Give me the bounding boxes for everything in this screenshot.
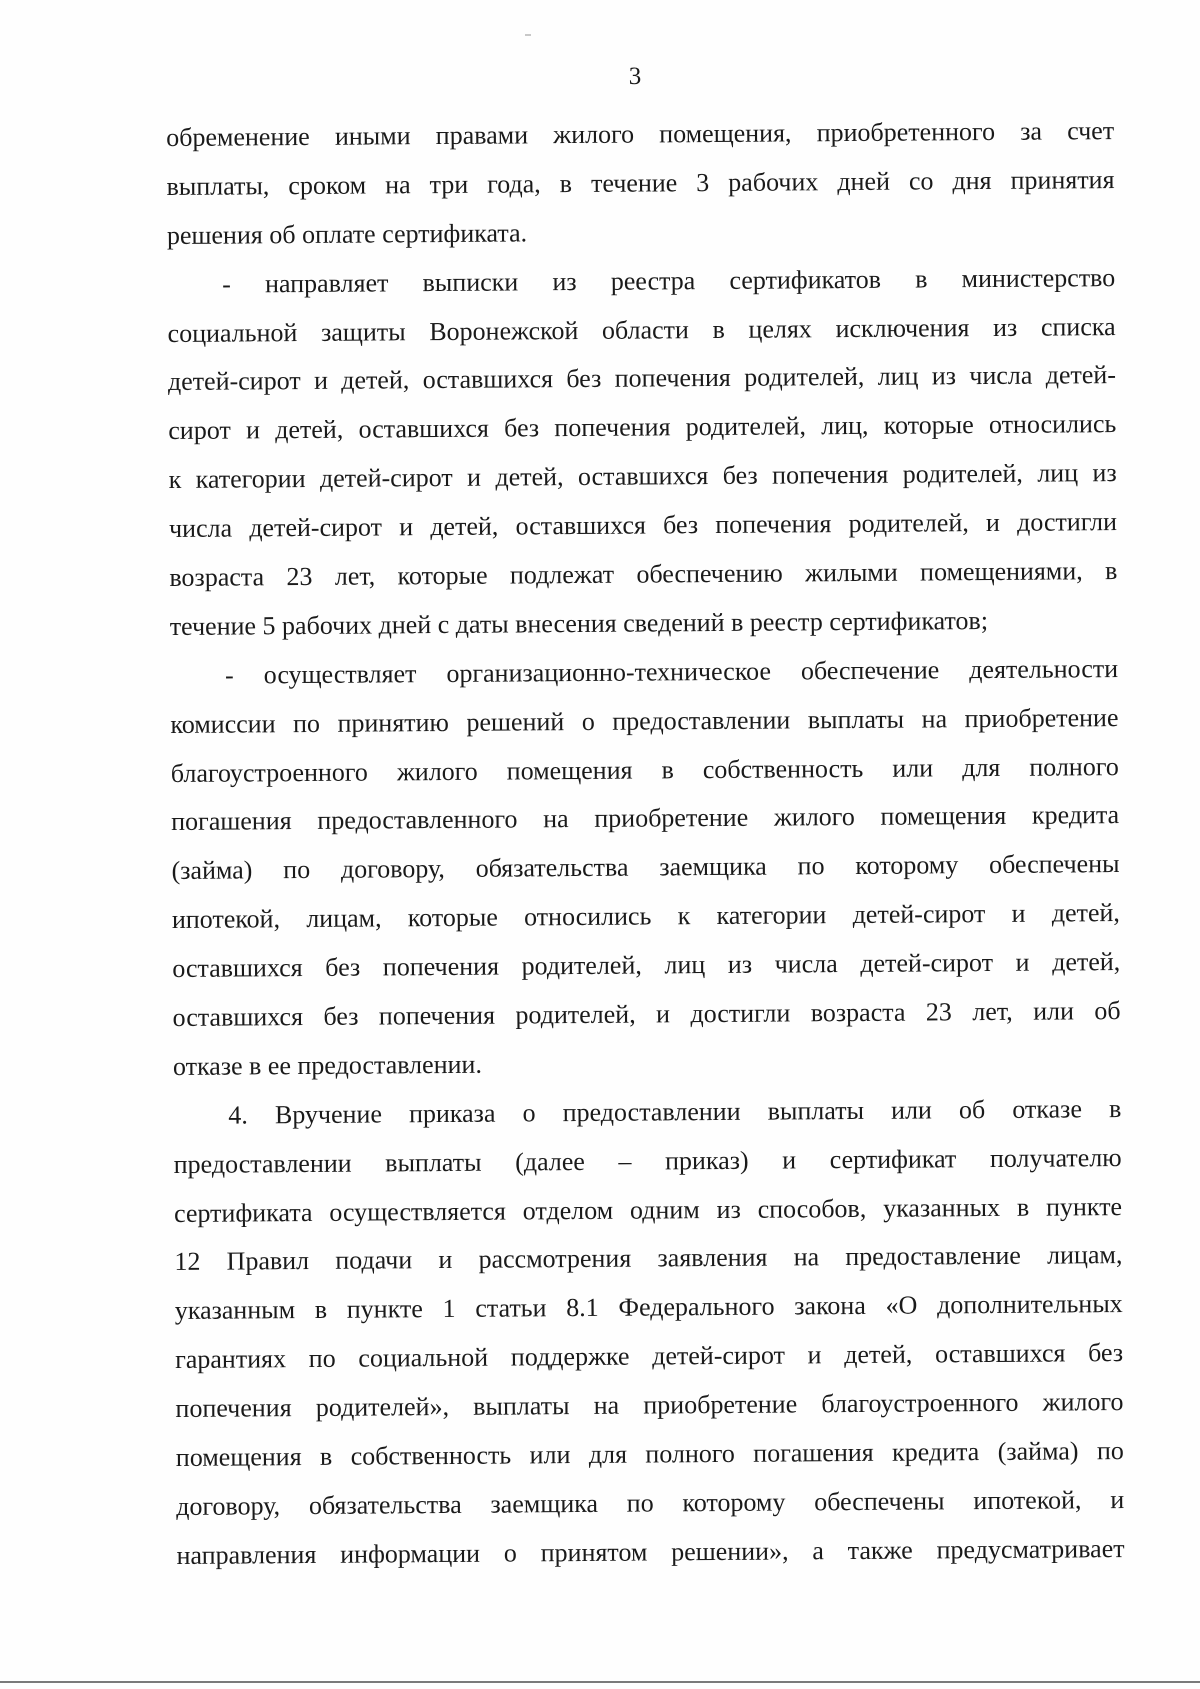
document-body (166, 107, 1125, 1581)
text-line: оставшихся без попечения родителей, лиц из числа детей-сирот и детей, (172, 947, 1121, 984)
text-line: детей-сирот и детей, оставшихся без попечения родителей, лиц из числа детей- (167, 360, 1117, 397)
text-line: - осуществляет организационно-техническое обеспечение деятельности (225, 653, 1119, 690)
text-line: гарантиях по социальной поддержке детей-сирот и детей, оставшихся без (175, 1338, 1124, 1375)
scan-mark (525, 34, 531, 36)
text-line: договору, обязательства заемщика по которому обеспечены ипотекой, и (176, 1484, 1125, 1521)
text-line: предоставлении выплаты (далее – приказ) и сертификат получателю (173, 1142, 1122, 1179)
paragraph-commission-support (170, 645, 1121, 1092)
text-line: попечения родителей», выплаты на приобретение благоустроенного жилого (175, 1387, 1124, 1424)
text-line: 4. Вручение приказа о предоставлении выплаты или об отказе в (228, 1093, 1122, 1130)
text-line: отказе в ее предоставлении. (172, 1049, 482, 1081)
text-line: - направляет выписки из реестра сертификатов в министерство (222, 262, 1116, 299)
text-line: числа детей-сирот и детей, оставшихся без попечения родителей, и достигли (168, 507, 1118, 544)
paragraph-registry-extracts (167, 254, 1118, 652)
text-line: указанным в пункте 1 статьи 8.1 Федерального закона «О дополнительных (174, 1289, 1123, 1326)
text-line: погашения предоставленного на приобретение жилого помещения кредита (171, 800, 1120, 837)
paragraph-item-4 (173, 1085, 1125, 1581)
page-number: 3 (628, 63, 642, 90)
text-line: оставшихся без попечения родителей, и достигли возраста 23 лет, или об (172, 996, 1121, 1033)
text-line: направления информации о принятом решении», а также предусматривает (176, 1533, 1125, 1570)
paragraph-continuation (166, 107, 1115, 261)
text-line: возраста 23 лет, которые подлежат обеспечению жилыми помещениями, в (169, 556, 1118, 593)
text-line: обременение иными правами жилого помещения, приобретенного за счет (166, 116, 1115, 152)
text-line: (займа) по договору, обязательства заемщика по которому обеспечены (171, 849, 1120, 886)
text-line: 12 Правил подачи и рассмотрения заявления на предоставление лицам, (174, 1240, 1123, 1277)
text-line: течение 5 рабочих дней с даты внесения сведений в реестр сертификатов; (169, 605, 989, 641)
text-line: выплаты, сроком на три года, в течение 3 рабочих дней со дня принятия (166, 164, 1115, 201)
scan-edge-line (0, 1681, 1200, 1683)
text-line: решения об оплате сертификата. (166, 218, 528, 250)
text-line: сирот и детей, оставшихся без попечения родителей, лиц, которые относились (168, 409, 1117, 446)
text-line: сертификата осуществляется отделом одним из способов, указанных в пункте (173, 1191, 1123, 1228)
text-line: социальной защиты Воронежской области в целях исключения из списка (167, 311, 1116, 348)
text-line: ипотекой, лицам, которые относились к категории детей-сирот и детей, (171, 898, 1120, 935)
text-line: комиссии по принятию решений о предоставлении выплаты на приобретение (170, 702, 1119, 739)
text-line: к категории детей-сирот и детей, оставшихся без попечения родителей, лиц из (168, 458, 1117, 495)
text-line: благоустроенного жилого помещения в собственность или для полного (170, 751, 1119, 788)
text-line: помещения в собственность или для полного погашения кредита (займа) по (175, 1436, 1124, 1473)
